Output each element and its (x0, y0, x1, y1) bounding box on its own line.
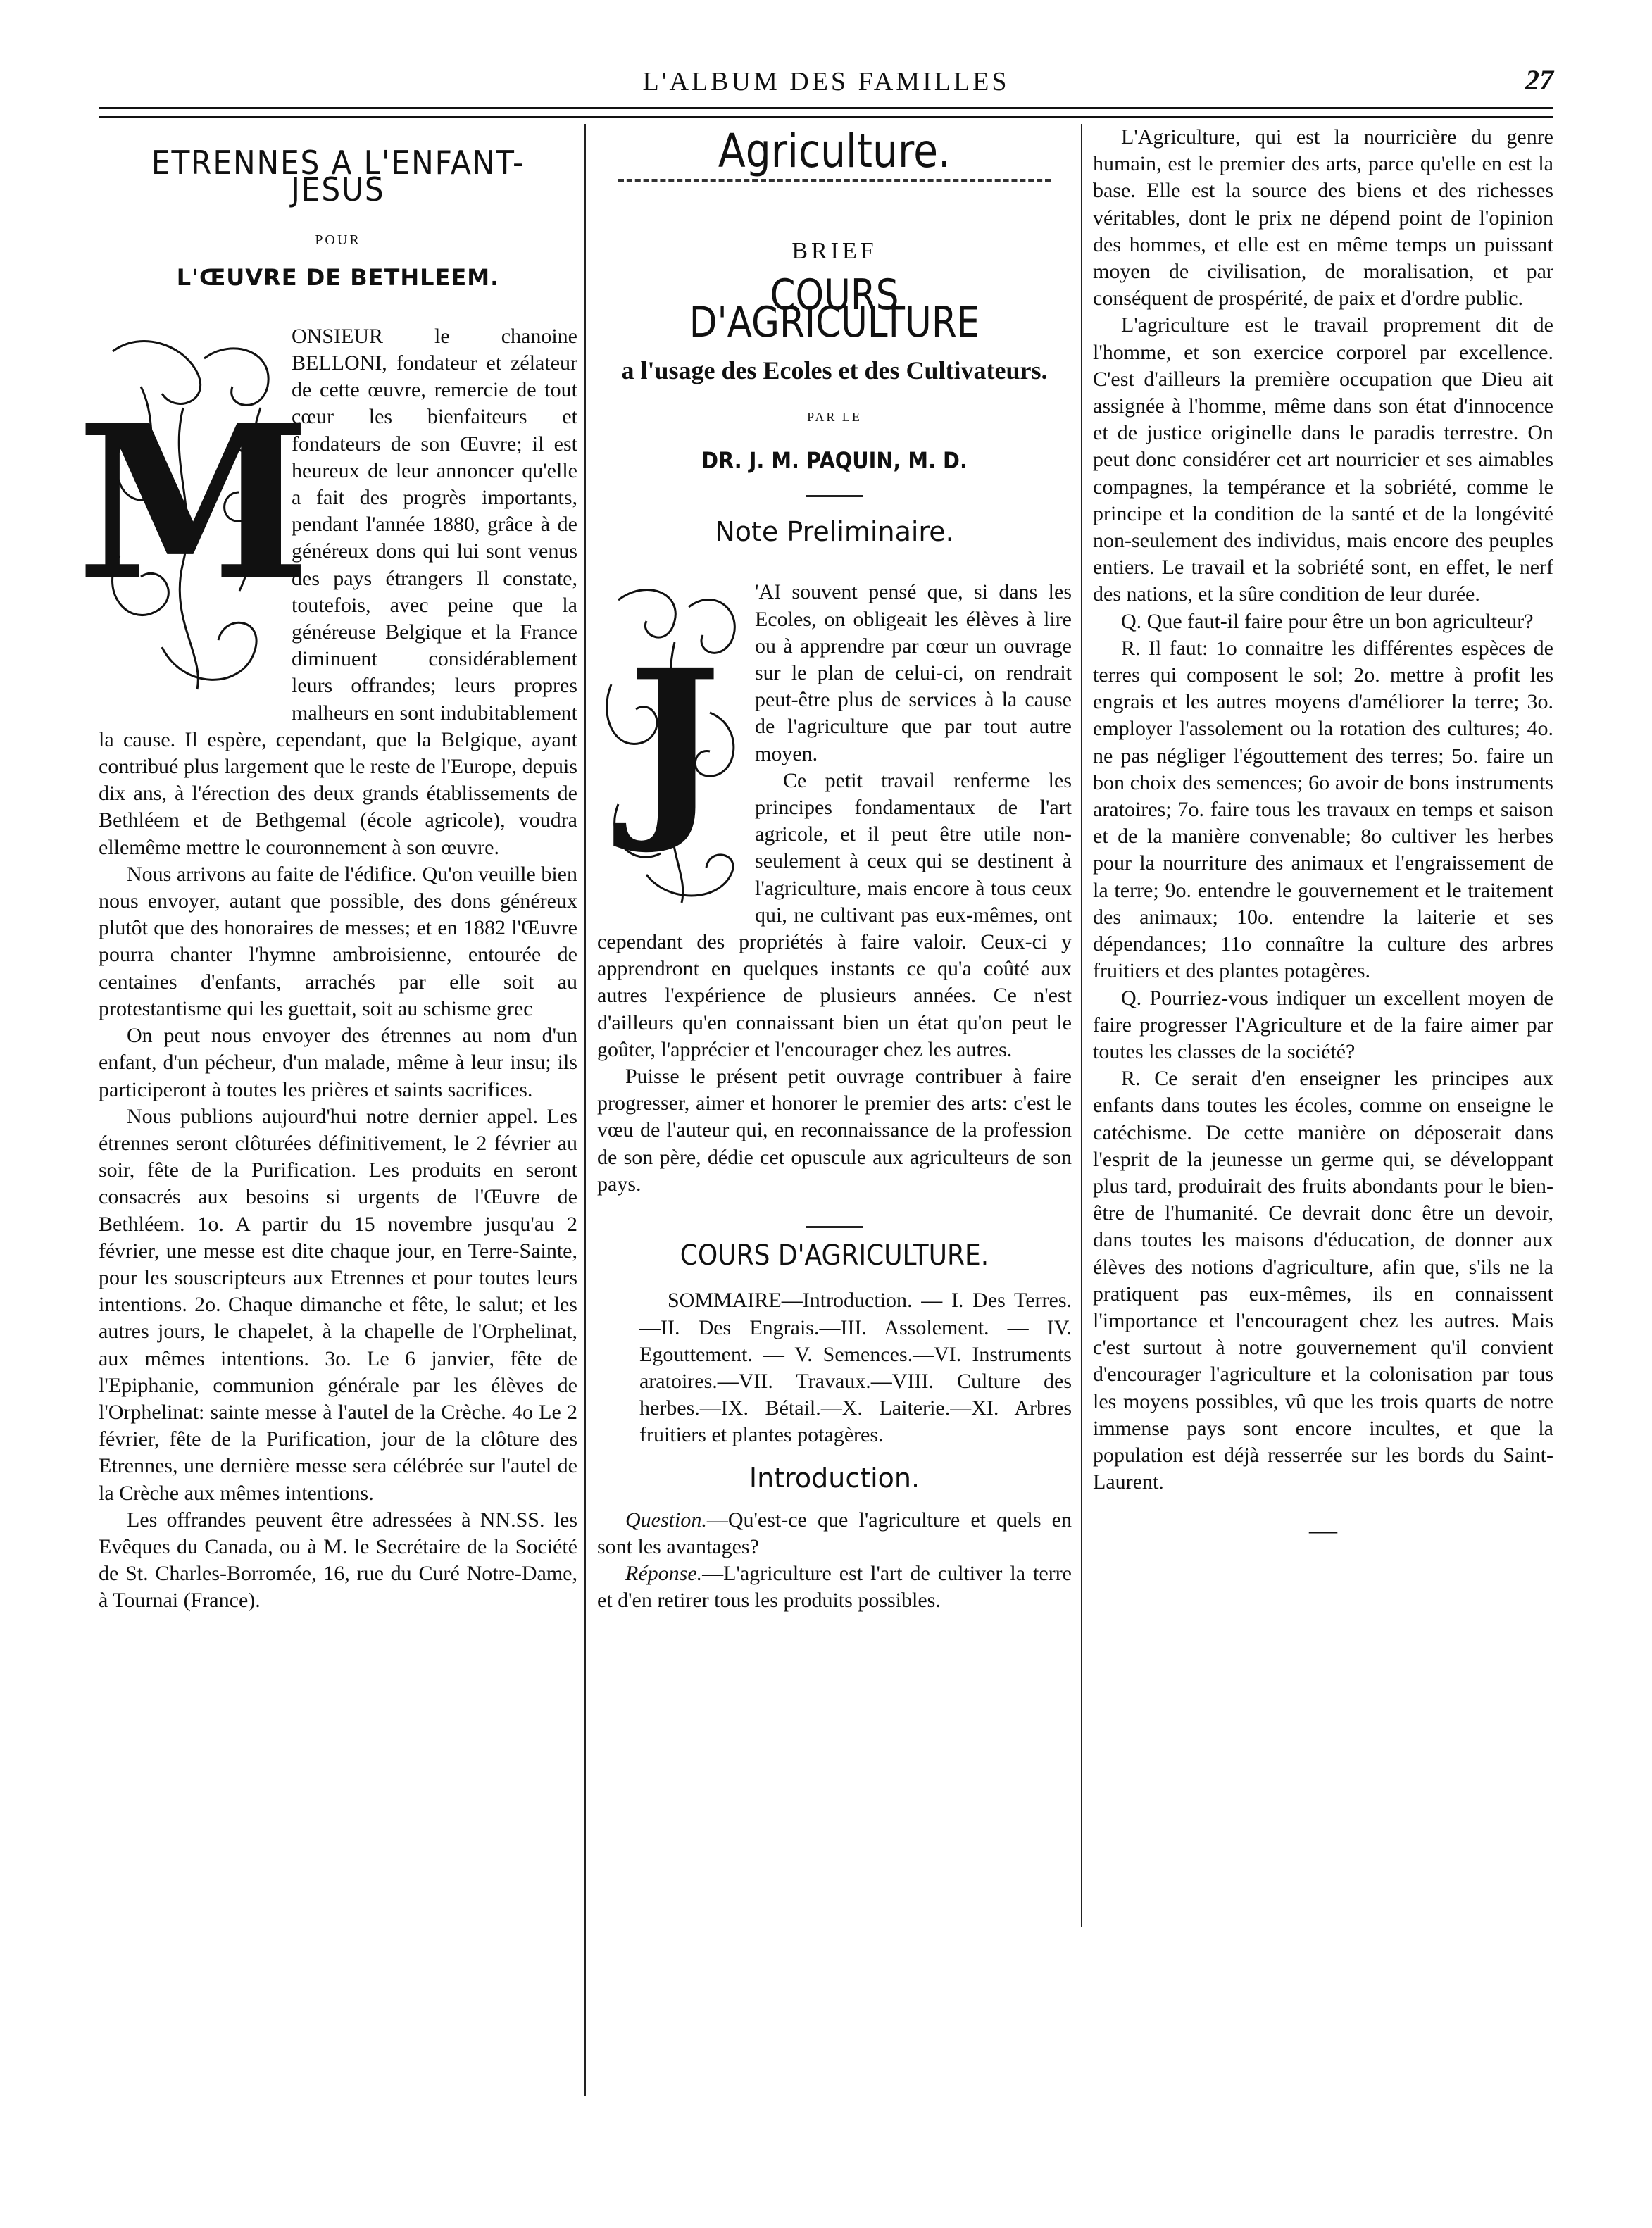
note-paragraph-3: Puisse le présent petit ouvrage contribuer à faire progresser, aimer et honorer le premier des arts: c'est le vœu de l'auteur qui, en reconnaissance de la profession de son père, dédie cet opuscule aux agriculteurs de son pays. (597, 1065, 1072, 1196)
cours-small-heading: COURS D'AGRICULTURE. (680, 1239, 989, 1272)
col3-response-2: R. Ce serait d'en enseigner les principes aux enfants dans toutes les écoles, comme on enseigne le catéchisme. De cette manière on déposerait dans l'esprit de la jeunesse un germe qui, se développant plus tard, produirait des fruits abondants pour le bien-être de l'humanité. Ce devrait donc être un devoir, dans toutes les maisons d'éducation, de donner aux élèves des notions d'agriculture, afin que, s'ils ne la pratiquent pas eux-mêmes, ils en connaissent l'importance et l'encouragent chez les autres. Mais c'est surtout à notre gouvernement qu'il convient d'encourager l'agriculture et la colonisation par tous les moyens possibles, vû que les trois quarts de notre immense pays sont encore incultes, et que la population est déjà resserrée sur les bords du Saint-Laurent. (1093, 1067, 1553, 1494)
par-le-label: PAR LE (807, 409, 862, 424)
etrennes-paragraph-5: Les offrandes peuvent être adressées à NN.SS. les Evêques du Canada, ou à M. le Secrétaire de la Société de St. Charles-Borromée, 16, rue du Curé Notre-Dame, à Tournai (France). (99, 1508, 577, 1613)
short-rule (806, 495, 863, 497)
dropcap-letter-j: J (627, 627, 722, 859)
col3-paragraph-2: L'agriculture est le travail proprement dit de l'homme, et son exercice corporel par excellence. C'est d'ailleurs la première occupation que Dieu ait assignée à l'homme, même dans son état d'innocence et de justice originelle dans le paradis terrestre. On peut donc considérer cet art nourricier et ses aimables compagnes, la tempérance et la sobriété, comme le principe et la condition de la santé et de la longévité non-seulement des individus, mais encore des peuples entiers. Le travail et la sobriété sont, en effet, le nerf des nations, et la sûre condition de leur durée. (1093, 313, 1553, 606)
col3-paragraph-1: L'Agriculture, qui est la nourricière du genre humain, est le premier des arts, parce qu'elle en est la base. Elle est la source des biens et des richesses véritables, dont le prix ne dépend point de l'opinion des hommes, et elle est en même temps un puissant moyen de civilisation, de moralisation, et par conséquent de prospérité, de paix et d'ordre public. (1093, 125, 1553, 311)
reponse-paragraph (597, 1560, 1072, 1614)
etrennes-paragraph-4: Nous publions aujourd'hui notre dernier appel. Les étrennes seront clôturées définitivement, le 2 février au soir, fête de la Purification. Les produits en seront consacrés aux besoins si urgents de l'Œuvre de Bethléem. 1o. A partir du 15 novembre jusqu'au 2 février, une messe est dite chaque jour, en Terre-Sainte, pour les souscripteurs aux Etrennes et pour toutes leurs intentions. 2o. Chaque dimanche et fête, le salut; et les autres jours, le chapelet, à la chapelle de l'Orphelinat, aux mêmes intentions. 3o. Le 6 janvier, fête de l'Epiphanie, communion générale par les élèves de l'Orphelinat: sainte messe à l'autel de la Crèche. 4o Le 2 février, fête de la Purification, jour de la clôture des Etrennes, une dernière messe sera célébrée sur l'autel de la Crèche aux mêmes intentions. (99, 1104, 577, 1505)
col3-question-2: Q. Pourriez-vous indiquer un excellent moyen de faire progresser l'Agriculture et de la faire aimer par toutes les classes de la société? (1093, 986, 1553, 1063)
ornamental-dropcap-m (76, 323, 311, 703)
reponse-label: Réponse. (625, 1562, 703, 1586)
agriculture-section-title: Agriculture. (718, 124, 951, 178)
usage-subtitle: a l'usage des Ecoles et des Cultivateurs. (621, 356, 1048, 384)
brief-label: BRIEF (791, 238, 877, 265)
column-divider-left (584, 124, 586, 2096)
etrennes-paragraph-3: On peut nous envoyer des étrennes au nom d'un enfant, d'un pécheur, d'un malade, même à leur insu; ils participeront à toutes les prières et saints sacrifices. (99, 1024, 577, 1101)
note-paragraph-1: 'AI souvent pensé que, si dans les Ecoles, on obligeait les élèves à lire ou à apprendre par cœur un ouvrage sur le plan de celui-ci, on rendrait peut-être plus de services à la cause de l'agriculture que par tout autre moyen. (755, 580, 1072, 765)
column-etrennes (76, 124, 577, 1615)
etrennes-subtitle: L'ŒUVRE DE BETHLEEM. (176, 263, 500, 291)
author-name: DR. J. M. PAQUIN, M. D. (701, 447, 968, 475)
dashed-ornament-rule (618, 179, 1051, 182)
cours-title: COURS D'AGRICULTURE (689, 270, 980, 347)
question-label: Question. (625, 1508, 707, 1532)
column-divider-right (1081, 124, 1082, 1927)
reponse-text: —L'agriculture est l'art de cultiver la terre et d'en retirer tous les produits possibles. (597, 1562, 1072, 1613)
etrennes-paragraph-1: ONSIEUR le chanoine BELLONI, fondateur et zélateur de cette œuvre, remercie de tout cœur les bienfaiteurs et fondateurs de son Œuvre; il est heureux de leur annoncer qu'elle a fait des progrès importants, pendant l'année 1880, grâce à de généreux dons qui lui sont venus des pays étrangers Il constate, toutefois, avec peine que la généreuse Belgique et la France diminuent considérablement leurs offrandes; leurs propres malheurs en sont indubitablement la cause. Il espère, cependant, que la Belgique, ayant contribué plus largement que le reste de l'Europe, depuis dix ans, à l'érection des deux grands établissements de Bethléem et de Bethgemal (école agricole), voudra ellemême mettre le couronnement à son œuvre. (99, 324, 577, 859)
journal-title: L'ALBUM DES FAMILLES (642, 67, 1010, 96)
question-text: —Qu'est-ce que l'agriculture et quels en sont les avantages? (597, 1508, 1072, 1558)
note-paragraph-2: Ce petit travail renferme les principes fondamentaux de l'art agricole, et il peut être utile non-seulement à ceux qui se destinent à l'agriculture, mais encore à tous ceux qui, ne cultivant pas eux-mêmes, ont cependant des propriétés à faire valoir. Ceux-ci y apprendront en quelques instants ce qu'a coûté aux autres l'expérience de plusieurs années. Ce n'est d'ailleurs qu'en connaissant bien un état qu'on peut le goûter, l'apprécier et l'encourager chez les autres. (597, 768, 1072, 1061)
ornamental-dropcap-j (597, 579, 752, 910)
note-preliminaire-heading: Note Preliminaire. (715, 516, 954, 548)
sommaire-text: —Introduction. — I. Des Terres.—II. Des Engrais.—III. Assolement. — IV. Egouttement. — V. Semences.—VI. Instruments aratoires.—VII. Travaux.—VIII. Culture des herbes.—IX. Bétail.—X. Laiterie.—XI. Arbres fruitiers et plantes potagères. (639, 1289, 1072, 1447)
end-mark: — (1309, 1514, 1337, 1546)
column-agriculture-continued (1093, 124, 1553, 1544)
short-rule-2 (806, 1226, 863, 1228)
introduction-heading: Introduction. (749, 1462, 920, 1494)
col3-question-1: Q. Que faut-il faire pour être un bon agriculteur? (1121, 609, 1534, 633)
question-paragraph (597, 1507, 1072, 1560)
sommaire-paragraph (597, 1287, 1072, 1448)
etrennes-title: ETRENNES A L'ENFANT-JESUS (151, 144, 525, 209)
column-agriculture (597, 124, 1072, 1615)
dropcap-letter: M (76, 377, 311, 627)
page-header (99, 61, 1553, 103)
sommaire-label: SOMMAIRE (668, 1289, 782, 1313)
page-number: 27 (1525, 64, 1553, 96)
etrennes-pour: POUR (315, 232, 361, 249)
etrennes-paragraph-2: Nous arrivons au faite de l'édifice. Qu'on veuille bien nous envoyer, autant que possible, des dons généreux plutôt que des honoraires de messes; et en 1882 l'Œuvre pourra chanter l'hymne ambroisienne, entourée de centaines d'enfants, arrachés par elle soit au protestantisme qui les guettait, soit au schisme grec (99, 862, 577, 1020)
col3-response-1: R. Il faut: 1o connaitre les différentes espèces de terres qui composent le sol; 2o. mettre à profit les engrais et les autres moyens d'améliorer la terre; 3o. employer l'assolement ou la rotation des cultures; 4o. ne pas négliger l'égouttement des terres; 5o. faire un bon choix des semences; 6o avoir de bons instruments aratoires; 7o. faire tous les travaux en temps et saison et de la manière convenable; 8o cultiver les herbes pour la nourriture des animaux et l'engraissement de la terre; 9o. entendre le gouvernement et le traitement des animaux; 10o. entendre la laiterie et ses dépendances; 11o connaître la culture des arbres fruitiers et des plantes potagères. (1093, 636, 1553, 983)
header-double-rule (99, 107, 1553, 118)
